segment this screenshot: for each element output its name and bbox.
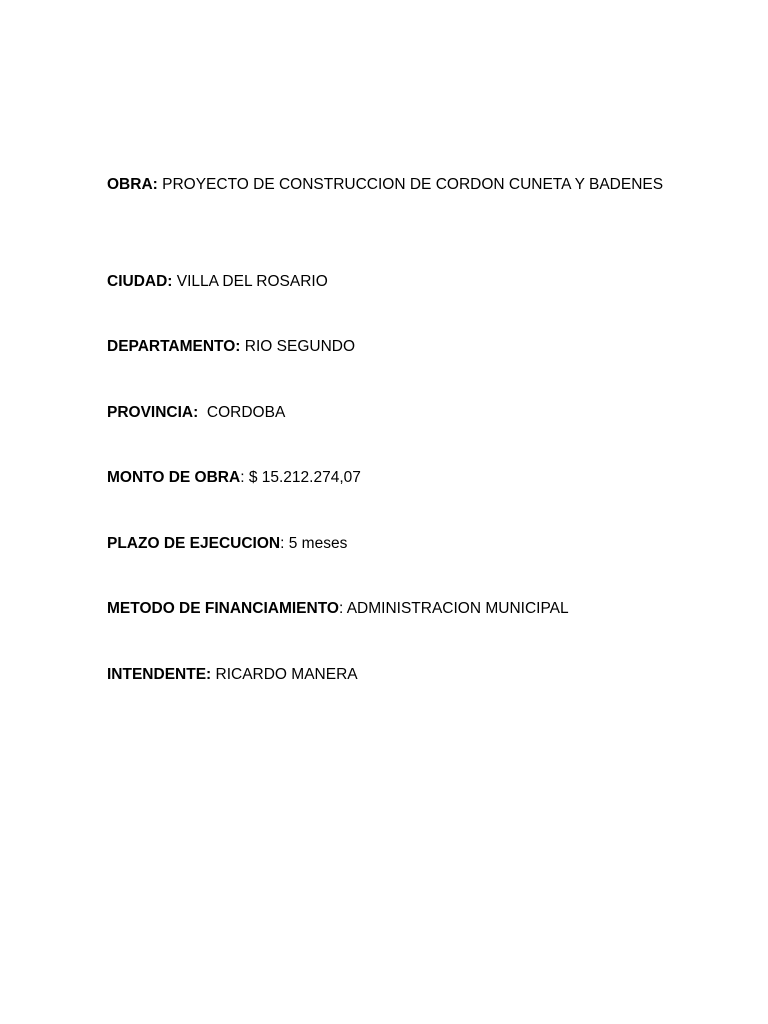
field-departamento-label: DEPARTAMENTO: bbox=[107, 338, 241, 355]
field-monto-de-obra bbox=[107, 465, 667, 491]
field-monto-value: $ 15.212.274,07 bbox=[248, 469, 361, 486]
field-ciudad-label: CIUDAD: bbox=[107, 273, 173, 290]
field-plazo-value: 5 meses bbox=[288, 535, 348, 552]
field-intendente-value: RICARDO MANERA bbox=[215, 666, 358, 683]
field-metodo-de-financiamiento bbox=[107, 596, 667, 622]
field-monto-label: MONTO DE OBRA bbox=[107, 469, 241, 486]
field-metodo-separator: : bbox=[338, 600, 347, 617]
field-provincia-label: PROVINCIA: bbox=[107, 404, 199, 421]
field-metodo-label: METODO DE FINANCIAMIENTO bbox=[107, 600, 339, 617]
field-provincia bbox=[107, 400, 667, 426]
field-plazo-separator: : bbox=[280, 535, 289, 552]
field-provincia-separator bbox=[198, 404, 207, 421]
field-departamento bbox=[107, 334, 667, 360]
field-obra-value: PROYECTO DE CONSTRUCCION DE CORDON CUNETA Y BADENES bbox=[162, 176, 664, 193]
field-intendente bbox=[107, 662, 667, 688]
field-ciudad bbox=[107, 269, 667, 295]
field-plazo-label: PLAZO DE EJECUCION bbox=[107, 535, 281, 552]
field-metodo-value: ADMINISTRACION MUNICIPAL bbox=[346, 600, 569, 617]
field-plazo-de-ejecucion bbox=[107, 531, 667, 557]
field-obra-label: OBRA: bbox=[107, 176, 158, 193]
field-departamento-value: RIO SEGUNDO bbox=[244, 338, 356, 355]
field-provincia-value: CORDOBA bbox=[206, 404, 286, 421]
field-ciudad-value: VILLA DEL ROSARIO bbox=[176, 273, 328, 290]
field-intendente-label: INTENDENTE: bbox=[107, 666, 212, 683]
field-obra bbox=[107, 172, 667, 198]
field-monto-separator: : bbox=[240, 469, 249, 486]
